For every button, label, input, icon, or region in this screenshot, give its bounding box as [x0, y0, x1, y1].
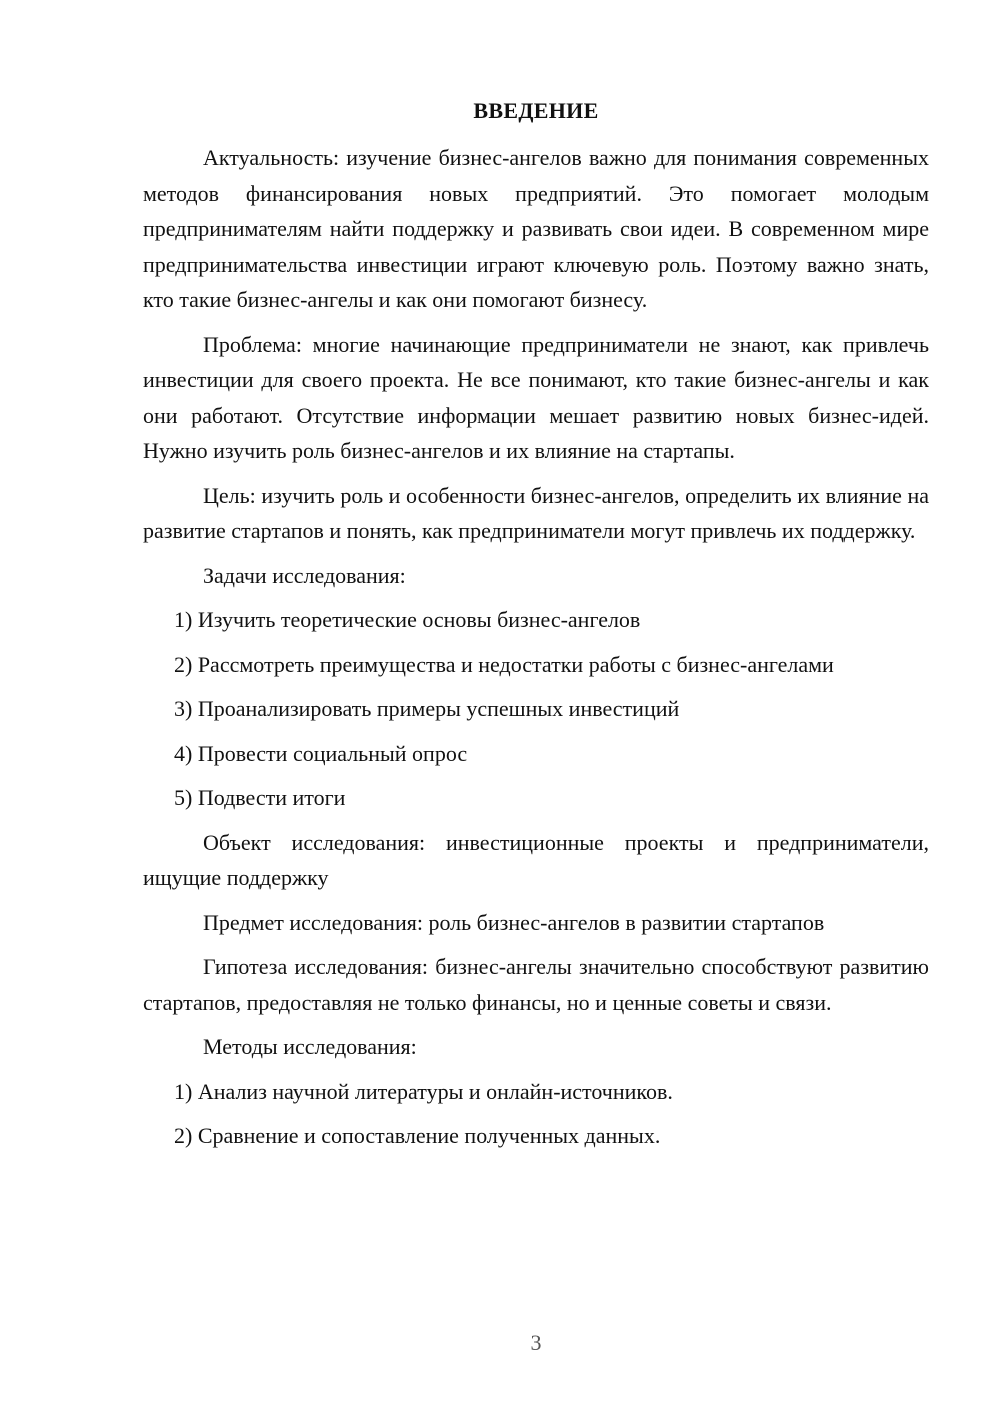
task-item-1: 1) Изучить теоретические основы бизнес-ангелов	[174, 607, 641, 632]
document-page	[143, 96, 929, 1163]
object-paragraph: Объект исследования: инвестиционные проекты и предприниматели, ищущие поддержку	[143, 829, 929, 890]
section-title: ВВЕДЕНИЕ	[473, 98, 599, 123]
tasks-heading: Задачи исследования:	[203, 562, 406, 588]
goal-paragraph: Цель: изучить роль и особенности бизнес-ангелов, определить их влияние на развитие стартапов и понять, как предприниматели могут привлечь их поддержку.	[143, 482, 929, 543]
relevance-paragraph: Актуальность: изучение бизнес-ангелов важно для понимания современных методов финансирования новых предприятий. Это помогает молодым предпринимателям найти поддержку и развивать свои идеи. В современном мире предпринимательства инвестиции играют ключевую роль. Поэтому важно знать, кто такие бизнес-ангелы и как они помогают бизнесу.	[143, 145, 929, 312]
method-item-2: 2) Сравнение и сопоставление полученных данных.	[174, 1123, 661, 1148]
subject-line: Предмет исследования: роль бизнес-ангелов в развитии стартапов	[203, 909, 825, 935]
task-item-2: 2) Рассмотреть преимущества и недостатки работы с бизнес-ангелами	[174, 651, 834, 677]
task-item-5: 5) Подвести итоги	[174, 785, 346, 810]
hypothesis-paragraph: Гипотеза исследования: бизнес-ангелы значительно способствуют развитию стартапов, предоставляя не только финансы, но и ценные советы и связи.	[143, 954, 929, 1015]
method-item-1: 1) Анализ научной литературы и онлайн-источников.	[174, 1078, 673, 1104]
methods-heading: Методы исследования:	[203, 1034, 417, 1059]
problem-paragraph: Проблема: многие начинающие предприниматели не знают, как привлечь инвестиции для своего проекта. Не все понимают, кто такие бизнес-ангелы и как они работают. Отсутствие информации мешает развитию новых бизнес-идей. Нужно изучить роль бизнес-ангелов и их влияние на стартапы.	[143, 331, 929, 463]
task-item-3: 3) Проанализировать примеры успешных инвестиций	[174, 696, 680, 721]
task-item-4: 4) Провести социальный опрос	[174, 740, 468, 766]
page-number: 3	[530, 1330, 542, 1355]
